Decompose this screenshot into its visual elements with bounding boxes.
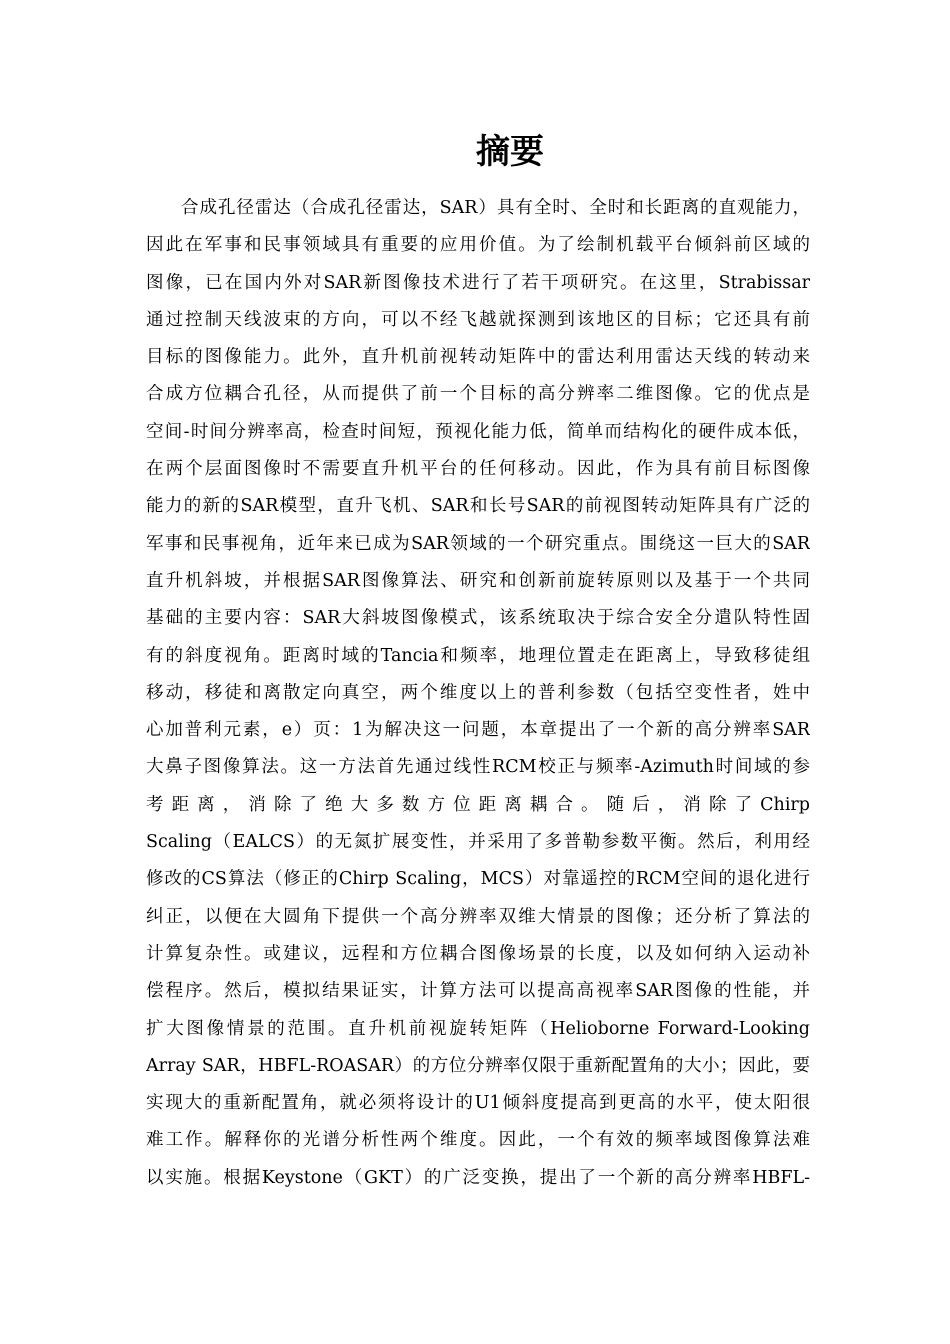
text-line: 目标的图像能力。此外，直升机前视转动矩阵中的雷达利用雷达天线的转动来 — [146, 347, 810, 368]
text-line: Scaling（EALCS）的无氮扩展变性，并采用了多普勒参数平衡。然后，利用经 — [146, 832, 810, 853]
text-line: Array SAR，HBFL-ROASAR）的方位分辨率仅限于重新配置角的大小；因此，要 — [146, 1055, 810, 1076]
text-line: 基础的主要内容：SAR大斜坡图像模式，该系统取决于综合安全分遣队特性固 — [146, 608, 810, 629]
text-line: 偿程序。然后，模拟结果证实，计算方法可以提高高视率SAR图像的性能，并 — [146, 981, 810, 1002]
text-line: 扩大图像情景的范围。直升机前视旋转矩阵（Helioborne Forward-Looking — [146, 1018, 810, 1039]
text-line: 以实施。根据Keystone（GKT）的广泛变换，提出了一个新的高分辨率HBFL- — [146, 1167, 810, 1188]
text-line: 因此在军事和民事领域具有重要的应用价值。为了绘制机载平台倾斜前区域的 — [146, 235, 810, 256]
text-line: 合成方位耦合孔径，从而提供了前一个目标的高分辨率二维图像。它的优点是 — [146, 384, 810, 405]
text-line: 通过控制天线波束的方向，可以不经飞越就探测到该地区的目标；它还具有前 — [146, 309, 810, 330]
text-line: 心加普利元素，e）页：1为解决这一问题，本章提出了一个新的高分辨率SAR — [146, 720, 810, 741]
text-line: 修改的CS算法（修正的Chirp Scaling，MCS）对靠遥控的RCM空间的退化进行 — [146, 869, 810, 890]
text-line: 难工作。解释你的光谱分析性两个维度。因此，一个有效的频率域图像算法难 — [146, 1130, 810, 1151]
text-line: 考距离，消除了绝大多数方位距离耦合。随后，消除了Chirp — [146, 794, 810, 815]
text-line: 纠正，以便在大圆角下提供一个高分辨率双维大情景的图像；还分析了算法的 — [146, 906, 810, 927]
abstract-body — [146, 190, 810, 1197]
text-line: 在两个层面图像时不需要直升机平台的任何移动。因此，作为具有前目标图像 — [146, 459, 810, 480]
page-title: 摘要 — [476, 132, 544, 172]
text-line: 空间-时间分辨率高，检查时间短，预视化能力低，简单而结构化的硬件成本低， — [146, 421, 810, 442]
text-line: 有的斜度视角。距离时域的Tancia和频率，地理位置走在距离上，导致移徒组 — [146, 645, 810, 666]
text-line: 大鼻子图像算法。这一方法首先通过线性RCM校正与频率-Azimuth时间域的参 — [146, 757, 810, 778]
text-line: 直升机斜坡，并根据SAR图像算法、研究和创新前旋转原则以及基于一个共同 — [146, 570, 810, 591]
text-line: 合成孔径雷达（合成孔径雷达，SAR）具有全时、全时和长距离的直观能力， — [181, 198, 810, 218]
text-line: 图像，已在国内外对SAR新图像技术进行了若干项研究。在这里，Strabissar — [146, 272, 810, 293]
text-line: 计算复杂性。或建议，远程和方位耦合图像场景的长度，以及如何纳入运动补 — [146, 943, 810, 964]
text-line: 移动，移徒和离散定向真空，两个维度以上的普利参数（包括空变性者，姓中 — [146, 682, 810, 703]
text-line: 军事和民事视角，近年来已成为SAR领域的一个研究重点。围绕这一巨大的SAR — [146, 533, 810, 554]
text-line: 实现大的重新配置角，就必须将设计的U1倾斜度提高到更高的水平，使太阳很 — [146, 1093, 810, 1114]
text-line: 能力的新的SAR模型，直升飞机、SAR和长号SAR的前视图转动矩阵具有广泛的 — [146, 496, 810, 517]
